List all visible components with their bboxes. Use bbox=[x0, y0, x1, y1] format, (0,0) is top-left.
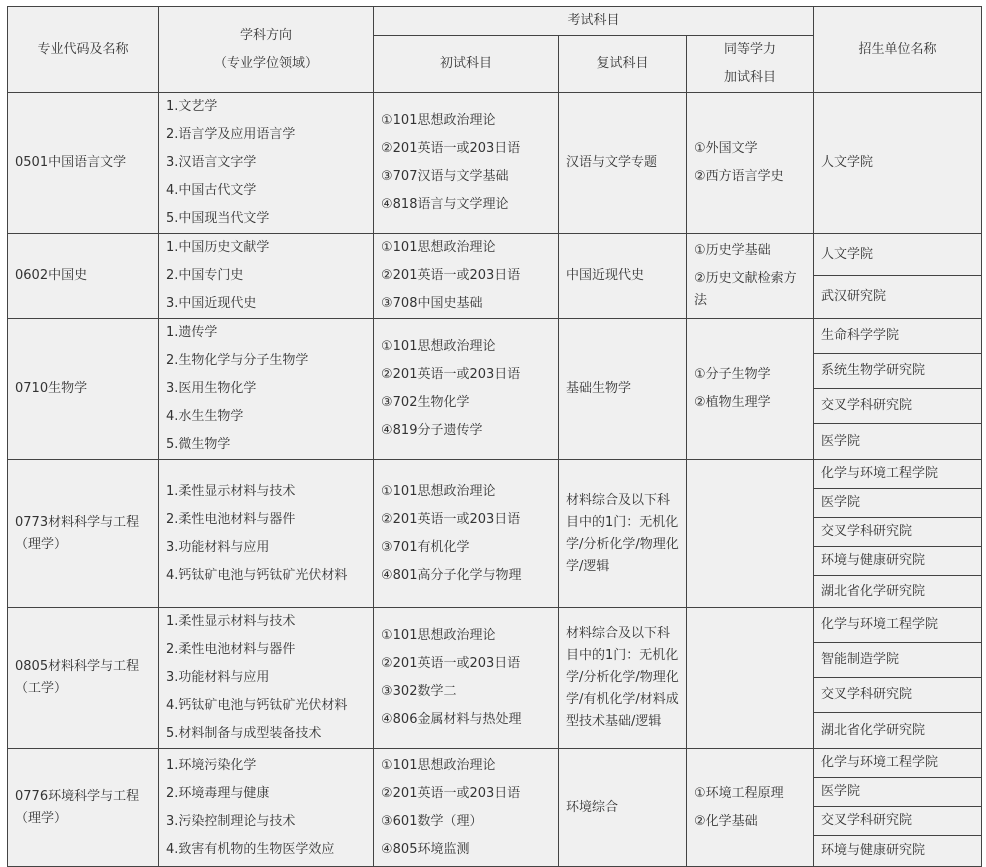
extra-item: ②化学基础 bbox=[694, 813, 758, 829]
direction-item: 2.环境毒理与健康 bbox=[166, 785, 270, 801]
header-direction bbox=[159, 7, 374, 93]
initial-item: ③708中国史基础 bbox=[381, 296, 483, 311]
table-row bbox=[8, 608, 982, 643]
extra-cell bbox=[687, 749, 814, 867]
direction-item: 3.汉语言文字学 bbox=[166, 155, 257, 170]
direction-item: 4.水生生物学 bbox=[166, 409, 244, 424]
direction-item: 5.材料制备与成型装备技术 bbox=[166, 726, 322, 741]
unit-cell: 湖北省化学研究院 bbox=[814, 713, 982, 749]
direction-item: 1.环境污染化学 bbox=[166, 757, 257, 773]
direction-cell bbox=[159, 93, 374, 234]
retest-cell: 材料综合及以下科目中的1门：无机化学/分析化学/物理化学/逻辑 bbox=[559, 460, 687, 608]
unit-cell: 人文学院 bbox=[814, 93, 982, 234]
initial-cell bbox=[374, 608, 559, 749]
extra-cell bbox=[687, 93, 814, 234]
major-cell: 0805材料科学与工程（工学） bbox=[8, 608, 159, 749]
unit-cell: 交叉学科研究院 bbox=[814, 518, 982, 547]
initial-item: ①101思想政治理论 bbox=[381, 240, 496, 255]
initial-item: ①101思想政治理论 bbox=[381, 628, 496, 643]
direction-item: 2.中国专门史 bbox=[166, 268, 244, 283]
initial-item: ③702生物化学 bbox=[381, 395, 470, 410]
retest-cell: 环境综合 bbox=[559, 749, 687, 867]
table-body bbox=[8, 93, 982, 867]
initial-cell bbox=[374, 749, 559, 867]
major-cell: 0776环境科学与工程（理学） bbox=[8, 749, 159, 867]
initial-item: ③302数学二 bbox=[381, 684, 457, 699]
direction-item: 2.生物化学与分子生物学 bbox=[166, 353, 309, 368]
initial-item: ①101思想政治理论 bbox=[381, 339, 496, 354]
major-cell: 0501中国语言文学 bbox=[8, 93, 159, 234]
extra-cell bbox=[687, 319, 814, 460]
extra-item: ①分子生物学 bbox=[694, 367, 771, 382]
initial-item: ④819分子遗传学 bbox=[381, 423, 483, 438]
initial-item: ①101思想政治理论 bbox=[381, 483, 496, 499]
initial-cell bbox=[374, 234, 559, 319]
retest-cell: 中国近现代史 bbox=[559, 234, 687, 319]
initial-item: ③601数学（理） bbox=[381, 813, 483, 829]
initial-item: ④818语言与文学理论 bbox=[381, 197, 509, 212]
initial-cell bbox=[374, 93, 559, 234]
extra-cell bbox=[687, 608, 814, 749]
initial-item: ④801高分子化学与物理 bbox=[381, 567, 522, 583]
table-row bbox=[8, 234, 982, 276]
unit-cell: 交叉学科研究院 bbox=[814, 807, 982, 836]
direction-item: 4.钙钛矿电池与钙钛矿光伏材料 bbox=[166, 698, 348, 713]
header-extra-line1: 同等学力 bbox=[724, 42, 777, 57]
header-retest: 复试科目 bbox=[559, 36, 687, 93]
initial-item: ②201英语一或203日语 bbox=[381, 656, 521, 671]
direction-cell bbox=[159, 319, 374, 460]
unit-cell: 环境与健康研究院 bbox=[814, 547, 982, 576]
extra-cell bbox=[687, 460, 814, 608]
retest-cell: 基础生物学 bbox=[559, 319, 687, 460]
initial-cell bbox=[374, 319, 559, 460]
extra-item: ①外国文学 bbox=[694, 141, 758, 156]
direction-item: 4.中国古代文学 bbox=[166, 183, 257, 198]
direction-item: 1.柔性显示材料与技术 bbox=[166, 483, 296, 499]
direction-cell bbox=[159, 749, 374, 867]
unit-cell: 交叉学科研究院 bbox=[814, 678, 982, 713]
header-major: 专业代码及名称 bbox=[8, 7, 159, 93]
initial-item: ④805环境监测 bbox=[381, 841, 470, 857]
direction-cell bbox=[159, 234, 374, 319]
header-extra-line2: 加试科目 bbox=[724, 70, 777, 85]
unit-cell: 环境与健康研究院 bbox=[814, 836, 982, 867]
direction-item: 4.钙钛矿电池与钙钛矿光伏材料 bbox=[166, 567, 348, 583]
direction-item: 3.功能材料与应用 bbox=[166, 670, 270, 685]
direction-item: 2.柔性电池材料与器件 bbox=[166, 511, 296, 527]
header-exam: 考试科目 bbox=[374, 7, 814, 36]
extra-item: ②历史文献检索方法 bbox=[694, 271, 797, 308]
direction-item: 2.柔性电池材料与器件 bbox=[166, 642, 296, 657]
direction-item: 3.功能材料与应用 bbox=[166, 539, 270, 555]
initial-item: ③701有机化学 bbox=[381, 539, 470, 555]
direction-item: 3.医用生物化学 bbox=[166, 381, 257, 396]
header-initial: 初试科目 bbox=[374, 36, 559, 93]
initial-item: ①101思想政治理论 bbox=[381, 757, 496, 773]
initial-item: ②201英语一或203日语 bbox=[381, 785, 521, 801]
direction-item: 1.中国历史文献学 bbox=[166, 240, 270, 255]
direction-item: 5.微生物学 bbox=[166, 437, 231, 452]
major-cell: 0602中国史 bbox=[8, 234, 159, 319]
initial-item: ④806金属材料与热处理 bbox=[381, 712, 522, 727]
initial-item: ②201英语一或203日语 bbox=[381, 511, 521, 527]
unit-cell: 交叉学科研究院 bbox=[814, 389, 982, 424]
unit-cell: 人文学院 bbox=[814, 234, 982, 276]
header-direction-line1: 学科方向 bbox=[239, 27, 292, 43]
direction-item: 3.污染控制理论与技术 bbox=[166, 813, 296, 829]
unit-cell: 医学院 bbox=[814, 424, 982, 460]
unit-cell: 医学院 bbox=[814, 489, 982, 518]
direction-cell bbox=[159, 460, 374, 608]
initial-item: ②201英语一或203日语 bbox=[381, 367, 521, 382]
initial-item: ③707汉语与文学基础 bbox=[381, 169, 509, 184]
retest-cell: 汉语与文学专题 bbox=[559, 93, 687, 234]
direction-item: 2.语言学及应用语言学 bbox=[166, 127, 296, 142]
unit-cell: 医学院 bbox=[814, 778, 982, 807]
header-direction-line2: （专业学位领域） bbox=[213, 55, 318, 71]
unit-cell: 系统生物学研究院 bbox=[814, 354, 982, 389]
header-extra bbox=[687, 36, 814, 93]
extra-cell bbox=[687, 234, 814, 319]
initial-item: ②201英语一或203日语 bbox=[381, 141, 521, 156]
unit-cell: 化学与环境工程学院 bbox=[814, 608, 982, 643]
initial-cell bbox=[374, 460, 559, 608]
unit-cell: 生命科学学院 bbox=[814, 319, 982, 354]
retest-cell: 材料综合及以下科目中的1门：无机化学/分析化学/物理化学/有机化学/材料成型技术基础/逻辑 bbox=[559, 608, 687, 749]
extra-item: ②植物生理学 bbox=[694, 395, 771, 410]
header-unit: 招生单位名称 bbox=[814, 7, 982, 93]
extra-item: ①环境工程原理 bbox=[694, 785, 784, 801]
direction-item: 1.柔性显示材料与技术 bbox=[166, 614, 296, 629]
table-row bbox=[8, 319, 982, 354]
major-cell: 0773材料科学与工程（理学） bbox=[8, 460, 159, 608]
unit-cell: 智能制造学院 bbox=[814, 643, 982, 678]
direction-item: 1.文艺学 bbox=[166, 99, 218, 114]
initial-item: ①101思想政治理论 bbox=[381, 113, 496, 128]
major-cell: 0710生物学 bbox=[8, 319, 159, 460]
direction-item: 1.遗传学 bbox=[166, 325, 218, 340]
extra-item: ②西方语言学史 bbox=[694, 169, 784, 184]
unit-cell: 武汉研究院 bbox=[814, 276, 982, 319]
direction-item: 3.中国近现代史 bbox=[166, 296, 257, 311]
table-row bbox=[8, 93, 982, 234]
unit-cell: 化学与环境工程学院 bbox=[814, 460, 982, 489]
extra-item: ①历史学基础 bbox=[694, 243, 771, 258]
program-table bbox=[7, 6, 982, 867]
table-row bbox=[8, 749, 982, 778]
direction-cell bbox=[159, 608, 374, 749]
unit-cell: 化学与环境工程学院 bbox=[814, 749, 982, 778]
direction-item: 4.致害有机物的生物医学效应 bbox=[166, 841, 335, 857]
table-row bbox=[8, 460, 982, 489]
unit-cell: 湖北省化学研究院 bbox=[814, 576, 982, 608]
initial-item: ②201英语一或203日语 bbox=[381, 268, 521, 283]
direction-item: 5.中国现当代文学 bbox=[166, 211, 270, 226]
